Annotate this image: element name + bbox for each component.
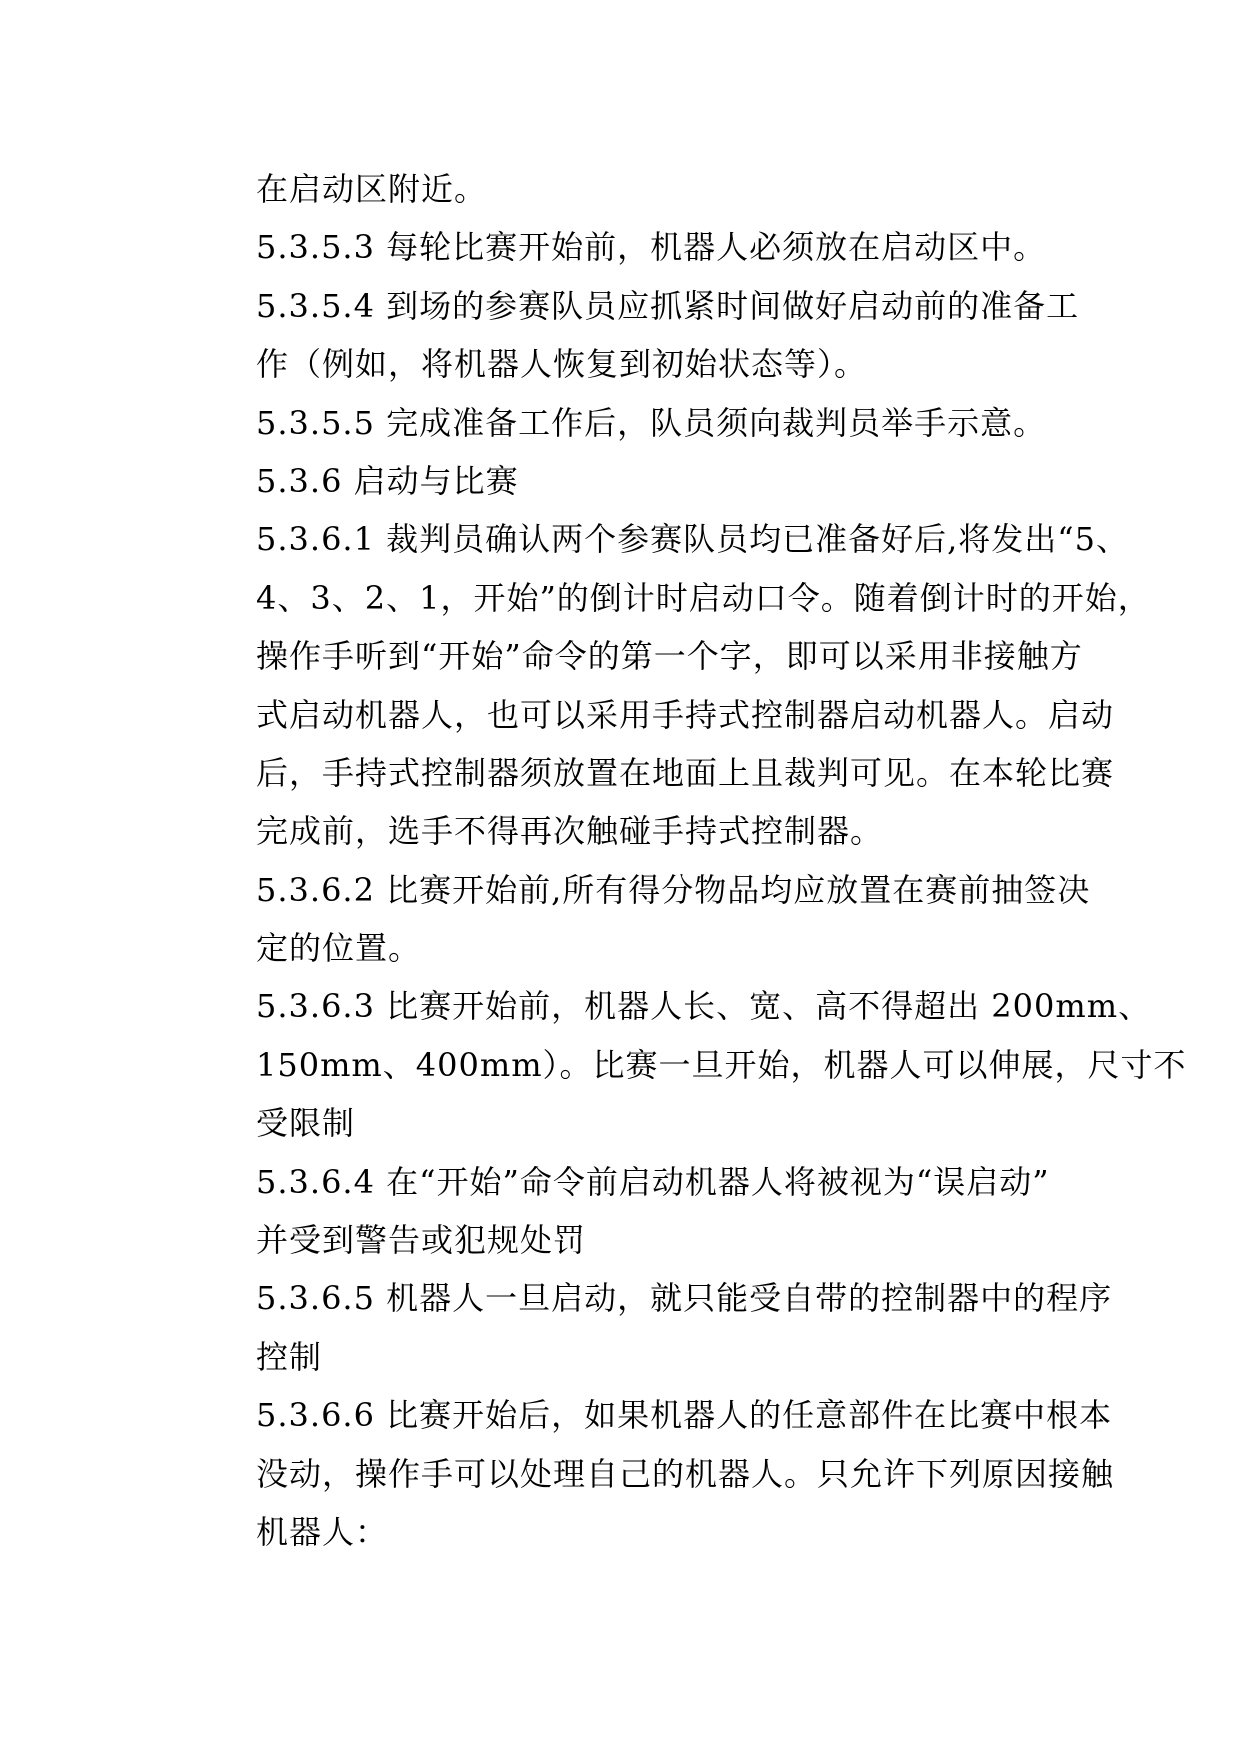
clause-5-3-5-5: 5.3.5.5 完成准备工作后，队员须向裁判员举手示意。 bbox=[256, 403, 1047, 442]
text-line: 150mm、400mm）。比赛一旦开始，机器人可以伸展，尺寸不 bbox=[256, 1045, 1187, 1084]
text-line: 作（例如，将机器人恢复到初始状态等）。 bbox=[256, 345, 868, 384]
text-line: 后，手持式控制器须放置在地面上且裁判可见。在本轮比赛 bbox=[256, 753, 1115, 792]
clause-5-3-6-5: 5.3.6.5 机器人一旦启动，就只能受自带的控制器中的程序 bbox=[256, 1279, 1113, 1318]
clause-5-3-6-4: 5.3.6.4 在“开始”命令前启动机器人将被视为“误启动” bbox=[256, 1162, 1050, 1201]
clause-5-3-6-3: 5.3.6.3 比赛开始前，机器人长、宽、高不得超出 200mm、 bbox=[256, 987, 1152, 1026]
text-line: 并受到警告或犯规处罚 bbox=[256, 1221, 587, 1260]
text-line: 定的位置。 bbox=[256, 929, 422, 968]
text-line: 机器人： bbox=[256, 1512, 389, 1551]
clause-5-3-5-4: 5.3.5.4 到场的参赛队员应抓紧时间做好启动前的准备工 bbox=[256, 286, 1080, 325]
clause-5-3-5-3: 5.3.5.3 每轮比赛开始前，机器人必须放在启动区中。 bbox=[256, 228, 1047, 267]
text-line: 控制 bbox=[256, 1337, 323, 1376]
text-line: 4、3、2、1，开始”的倒计时启动口令。随着倒计时的开始， bbox=[256, 578, 1151, 617]
text-line: 没动，操作手可以处理自己的机器人。只允许下列原因接触 bbox=[256, 1454, 1115, 1493]
clause-5-3-6-1: 5.3.6.1 裁判员确认两个参赛队员均已准备好后,将发出“5、 bbox=[256, 520, 1130, 559]
text-line: 操作手听到“开始”命令的第一个字，即可以采用非接触方 bbox=[256, 637, 1083, 676]
document-body bbox=[256, 160, 1187, 1561]
text-line: 在启动区附近。 bbox=[256, 170, 488, 208]
clause-5-3-6-2: 5.3.6.2 比赛开始前,所有得分物品均应放置在赛前抽签决 bbox=[256, 870, 1091, 909]
clause-5-3-6-6: 5.3.6.6 比赛开始后，如果机器人的任意部件在比赛中根本 bbox=[256, 1396, 1113, 1435]
section-heading-5-3-6: 5.3.6 启动与比赛 bbox=[256, 461, 519, 500]
text-line: 式启动机器人，也可以采用手持式控制器启动机器人。启动 bbox=[256, 695, 1115, 734]
text-line: 受限制 bbox=[256, 1104, 356, 1143]
text-line: 完成前，选手不得再次触碰手持式控制器。 bbox=[256, 812, 884, 851]
